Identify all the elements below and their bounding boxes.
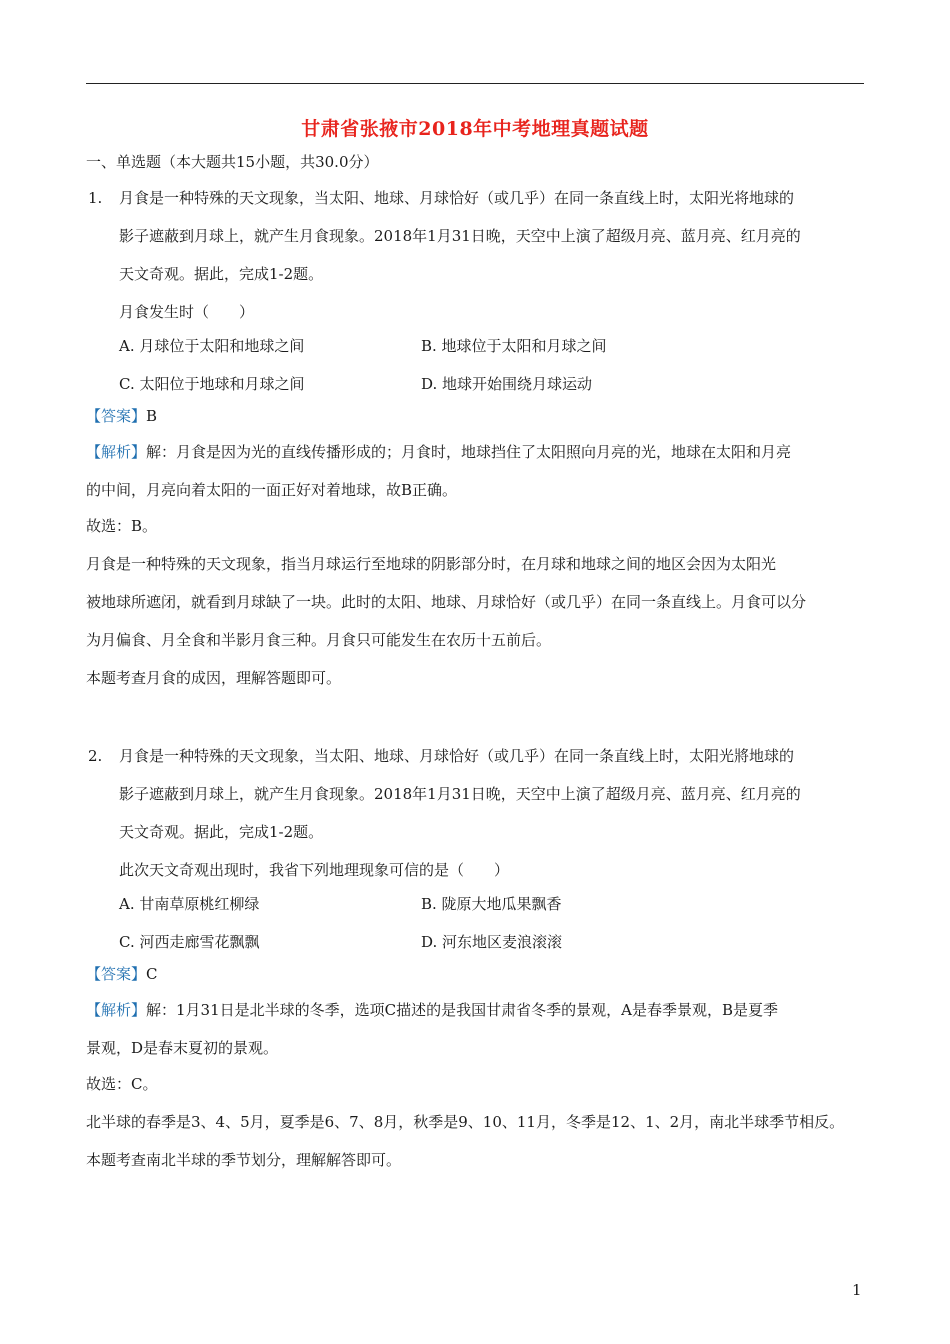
answer-line [86,406,157,426]
answer-tag: 【答案】 [86,965,147,983]
question-stem-line: 天文奇观。据此，完成1-2题。 [119,265,324,283]
answer-tag: 【答案】 [86,407,147,425]
note-line: 北半球的春季是3、4、5月，夏季是6、7、8月，秋季是9、10、11月，冬季是12、1、2月，南北半球季节相反。 [86,1113,845,1131]
analysis-tag: 【解析】 [86,443,147,461]
note-line: 为月偏食、月全食和半影月食三种。月食只可能发生在农历十五前后。 [86,631,552,649]
analysis-line [86,1000,778,1020]
note-line: 月食是一种特殊的天文现象，指当月球运行至地球的阴影部分时，在月球和地球之间的地区会因为太阳光 [86,555,777,573]
analysis-text: 解：月食是因为光的直线传播形成的；月食时，地球挡住了太阳照向月亮的光，地球在太阳和月亮 [146,443,792,461]
question-number: 1. [88,189,103,207]
option-c: C. 河西走廊雪花飘飘 [119,933,260,951]
question-number: 2. [88,747,103,765]
page-number: 1 [852,1281,862,1299]
option-b: B. 陇原大地瓜果飘香 [421,895,562,913]
option-c: C. 太阳位于地球和月球之间 [119,375,305,393]
analysis-text: 的中间，月亮向着太阳的一面正好对着地球，故B正确。 [86,481,458,499]
choice-line: 故选：B。 [86,517,158,535]
question-stem-line: 影子遮蔽到月球上，就产生月食现象。2018年1月31日晚，天空中上演了超级月亮、蓝月亮、红月亮的 [119,227,801,245]
question-stem-line: 月食是一种特殊的天文现象，当太阳、地球、月球恰好（或几乎）在同一条直线上时，太阳光將地球的 [119,747,795,765]
note-line: 本题考查月食的成因，理解答题即可。 [86,669,342,687]
analysis-line [86,442,791,462]
question-stem-line: 月食是一种特殊的天文现象，当太阳、地球、月球恰好（或几乎）在同一条直线上时，太阳光将地球的 [119,189,795,207]
analysis-text: 解：1月31日是北半球的冬季，选项C描述的是我国甘肃省冬季的景观，A是春季景观，B是夏季 [146,1001,778,1019]
choice-line: 故选：C。 [86,1075,158,1093]
question-prompt: 此次天文奇观出现时，我省下列地理现象可信的是（ ） [119,861,510,879]
answer-value: B [146,407,158,425]
option-d: D. 地球开始围绕月球运动 [421,375,593,393]
option-a: A. 月球位于太阳和地球之间 [119,337,305,355]
analysis-tag: 【解析】 [86,1001,147,1019]
question-stem-line: 天文奇观。据此，完成1-2题。 [119,823,324,841]
page-title: 甘肃省张掖市2018年中考地理真题试题 [301,118,649,140]
answer-value: C [146,965,158,983]
option-a: A. 甘南草原桃红柳绿 [119,895,260,913]
option-d: D. 河东地区麦浪滚滚 [421,933,563,951]
header-rule [86,83,864,84]
answer-line [86,964,158,984]
question-stem-line: 影子遮蔽到月球上，就产生月食现象。2018年1月31日晚，天空中上演了超级月亮、蓝月亮、红月亮的 [119,785,801,803]
question-prompt: 月食发生时（ ） [119,303,255,321]
note-line: 本题考查南北半球的季节划分，理解解答即可。 [86,1151,402,1169]
option-b: B. 地球位于太阳和月球之间 [421,337,607,355]
analysis-text: 景观，D是春末夏初的景观。 [86,1039,279,1057]
note-line: 被地球所遮闭，就看到月球缺了一块。此时的太阳、地球、月球恰好（或几乎）在同一条直线上。月食可以分 [86,593,807,611]
section-heading: 一、单选题（本大题共15小题，共30.0分） [86,153,379,171]
